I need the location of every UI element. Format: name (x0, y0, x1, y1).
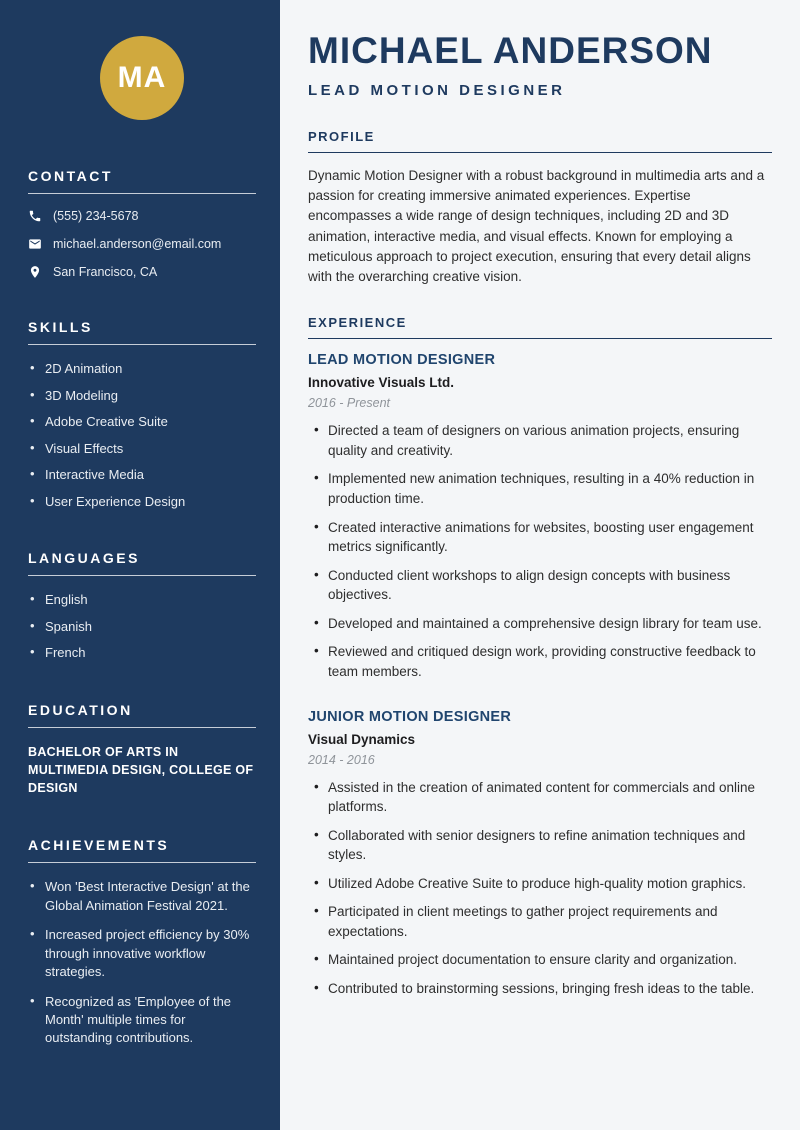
languages-section (28, 550, 256, 662)
phone-icon (28, 209, 42, 223)
list-item: • Visual Effects (28, 440, 256, 458)
job-dates: 2014 - 2016 (308, 752, 375, 767)
list-item: • French (28, 644, 256, 662)
education-heading: EDUCATION (28, 702, 256, 728)
job-entry-junior-motion-designer (308, 709, 772, 999)
avatar-wrap (28, 36, 256, 120)
contact-email-text: michael.anderson@email.com (53, 237, 222, 251)
list-item: • User Experience Design (28, 493, 256, 511)
contact-heading: CONTACT (28, 168, 256, 194)
list-item: • Interactive Media (28, 466, 256, 484)
job-bullet: • Maintained project documentation to ensure clarity and organization. (308, 950, 772, 970)
languages-heading: LANGUAGES (28, 550, 256, 576)
job-bullet: • Collaborated with senior designers to refine animation techniques and styles. (308, 826, 772, 865)
job-bullets (308, 778, 772, 999)
job-company: Innovative Visuals Ltd. (308, 375, 455, 391)
email-icon (28, 237, 42, 251)
skills-heading: SKILLS (28, 319, 256, 345)
education-section (28, 702, 256, 797)
skills-list (28, 360, 256, 510)
job-role: JUNIOR MOTION DESIGNER (308, 708, 512, 725)
profile-heading: PROFILE (308, 129, 772, 153)
person-name: MICHAEL ANDERSON (308, 30, 713, 71)
list-item: • Increased project efficiency by 30% through innovative workflow strategies. (28, 926, 256, 981)
list-item: • 2D Animation (28, 360, 256, 378)
resume-main (280, 0, 800, 1130)
job-company: Visual Dynamics (308, 731, 416, 747)
experience-heading: EXPERIENCE (308, 315, 772, 339)
languages-list (28, 591, 256, 662)
job-bullet: • Implemented new animation techniques, resulting in a 40% reduction in production time. (308, 469, 772, 508)
achievements-list (28, 878, 256, 1048)
job-bullet: • Reviewed and critiqued design work, providing constructive feedback to team members. (308, 642, 772, 681)
education-degree: BACHELOR OF ARTS IN MULTIMEDIA DESIGN, COLLEGE OF DESIGN (28, 744, 254, 796)
job-bullet: • Conducted client workshops to align design concepts with business objectives. (308, 566, 772, 605)
job-bullet: • Assisted in the creation of animated content for commercials and online platforms. (308, 778, 772, 817)
job-bullet: • Utilized Adobe Creative Suite to produce high-quality motion graphics. (308, 874, 772, 894)
location-icon (28, 265, 42, 279)
job-dates: 2016 - Present (308, 396, 390, 411)
contact-phone (28, 209, 256, 223)
experience-section (308, 315, 772, 998)
person-title: LEAD MOTION DESIGNER (308, 81, 566, 99)
list-item: • Spanish (28, 618, 256, 636)
avatar (100, 36, 184, 120)
contact-location (28, 265, 256, 279)
job-bullet: • Created interactive animations for websites, boosting user engagement metrics significantly. (308, 518, 772, 557)
achievements-heading: ACHIEVEMENTS (28, 837, 256, 863)
job-bullet: • Directed a team of designers on various animation projects, ensuring quality and creativity. (308, 421, 772, 460)
job-bullet: • Developed and maintained a comprehensive design library for team use. (308, 614, 772, 634)
job-bullet: • Participated in client meetings to gather project requirements and expectations. (308, 902, 772, 941)
contact-phone-text: (555) 234-5678 (53, 209, 139, 223)
job-bullet: • Contributed to brainstorming sessions, bringing fresh ideas to the table. (308, 979, 772, 999)
list-item: • 3D Modeling (28, 387, 256, 405)
contact-email (28, 237, 256, 251)
list-item: • Won 'Best Interactive Design' at the Global Animation Festival 2021. (28, 878, 256, 915)
profile-section (308, 129, 772, 288)
list-item: • Adobe Creative Suite (28, 413, 256, 431)
avatar-initials: MA (117, 61, 167, 94)
job-bullets (308, 421, 772, 681)
list-item: • Recognized as 'Employee of the Month' multiple times for outstanding contributions. (28, 993, 256, 1048)
achievements-section (28, 837, 256, 1048)
contact-location-text: San Francisco, CA (53, 265, 158, 279)
list-item: • English (28, 591, 256, 609)
job-role: LEAD MOTION DESIGNER (308, 352, 496, 369)
profile-text: Dynamic Motion Designer with a robust background in multimedia arts and a passion for creating immersive animated experiences. Expertise encompasses a wide range of design techniques, including 2D and 3D animation, interactive media, and visual effects. Known for employing a meticulous approach to project execution, ensuring that every detail aligns with the overarching creative vision. (308, 167, 765, 285)
contact-section (28, 168, 256, 279)
job-entry-lead-motion-designer (308, 352, 772, 681)
skills-section (28, 319, 256, 510)
resume-sidebar (0, 0, 280, 1130)
